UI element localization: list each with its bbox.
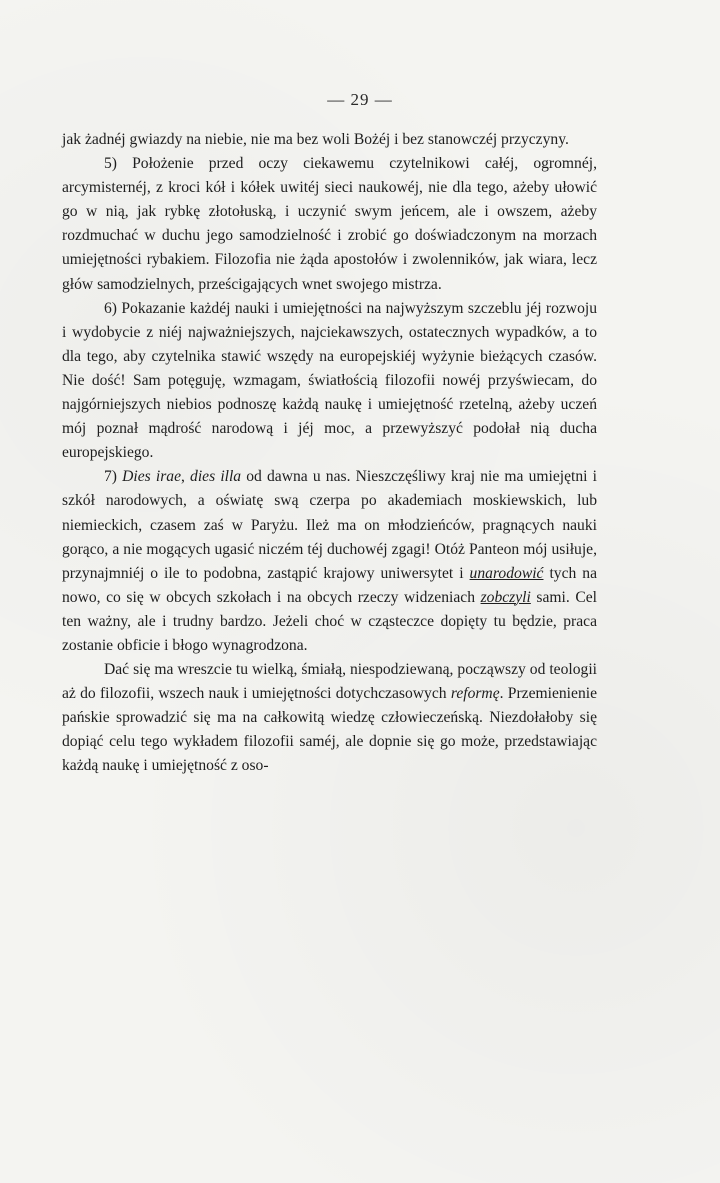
text-run: sami. Cel ten ważny, ale i trudny bardzo. Jeżeli choć w cząsteczce dopięty tu będzie, praca zostanie obficie i błogo wynagrodzona.	[62, 588, 597, 654]
body-text	[62, 128, 597, 779]
paragraph-reform	[62, 658, 597, 778]
text-run: 7)	[104, 468, 123, 486]
paragraph-point-7	[62, 465, 597, 658]
text-run: jak żadnéj gwiazdy na niebie, nie ma bez woli Bożéj i bez stanowczéj przyczyny.	[62, 131, 569, 148]
paragraph-point-5	[62, 152, 597, 297]
emphasized-term: Dies irae	[122, 468, 181, 486]
page-number: — 29 —	[327, 90, 393, 109]
text-run: od dawna u nas. Nieszczęśliwy kraj nie ma umiejętni i szkół narodowych, a oświatę swą czerpa po akademiach moskiewskich, lub niemieckich, czasem zaś w Paryżu. Ileż ma on młodzieńców, pragnących nauki gorąco, a nie mogących ugasić niczém téj duchowéj zgagi! Otóż Panteon mój usiłuje, przynajmniéj o ile to podobna, zastąpić krajowy uniwersytet i	[62, 468, 597, 582]
emphasized-term: unarodowić	[469, 564, 544, 582]
text-run: ,	[181, 468, 191, 486]
text-run: 6) Pokazanie każdéj nauki i umiejętności na najwyższym szczeblu jéj rozwoju i wydobycie z niéj najważniejszych, najciekawszych, ostatecznych wypadków, a to dla tego, aby czytelnika stawić wszędy na europejskiéj wyżynie bieżących czasów. Nie dość! Sam potęguję, wzmagam, światłością filozofii nowéj przyświecam, do najgórniejszych niebios podnoszę każdą naukę i umiejętność rzetelną, ażeby uczeń mój poznał mądrość narodową i jéj moc, a przewyższyć podołał nią ducha europejskiego.	[62, 299, 597, 462]
emphasized-term: zobczyli	[480, 588, 531, 606]
text-run: Dać się ma wreszcie tu wielką, śmiałą, niespodziewaną, począwszy od teologii aż do filozofii, wszech nauk i umiejętności dotychczasowych	[62, 661, 597, 703]
text-run: . Przemienienie pańskie sprowadzić się ma na całkowitą wiedzę człowieczeńską. Niezdołałoby się dopiąć celu tego wykładem filozofii saméj, ale dopnie się go może, przedstawiając każdą naukę i umiejętność z oso-	[62, 685, 597, 775]
emphasized-term: reformę	[450, 685, 500, 703]
emphasized-term: dies illa	[190, 468, 242, 486]
paragraph-continuation	[62, 128, 597, 152]
paragraph-point-6	[62, 297, 597, 466]
text-run: 5) Położenie przed oczy ciekawemu czytelnikowi całéj, ogromnéj, arcymisternéj, z kroci kół i kółek uwitéj sieci naukowéj, nie dla tego, ażeby ułowić go w nią, jak rybkę złotołuską, i uczynić swym jeńcem, ale i owszem, ażeby rozdmuchać w duchu jego samodzielność i zrobić go doświadczonym na morzach umiejętności rybakiem. Filozofia nie żąda apostołów i zwolenników, jak wiara, lecz głów samodzielnych, prześcigających wnet swojego mistrza.	[62, 155, 597, 293]
text-run: tych na nowo, co się w obcych szkołach i na obcych rzeczy widzeniach	[62, 564, 597, 606]
